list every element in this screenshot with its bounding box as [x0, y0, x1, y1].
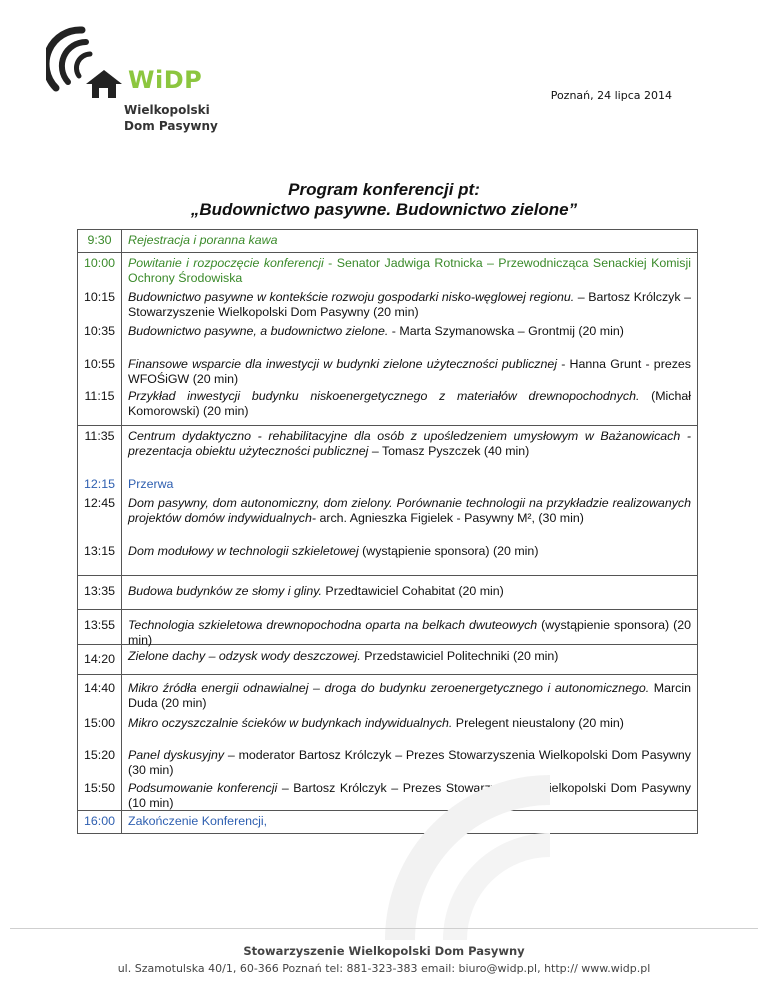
row-time: 11:35 [78, 426, 122, 474]
row-desc: Budowa budynków ze słomy i gliny. Przedtawiciel Cohabitat (20 min) [128, 584, 504, 598]
schedule-row [78, 252, 697, 287]
row-desc: Budownictwo pasywne, a budownictwo zielone. - Marta Szymanowska – Grontmij (20 min) [128, 324, 624, 338]
row-desc: Dom modułowy w technologii szkieletowej (wystąpienie sponsora) (20 min) [128, 544, 539, 558]
row-time: 10:00 [78, 253, 122, 287]
watermark-logo-icon [360, 770, 660, 950]
footer-org: Stowarzyszenie Wielkopolski Dom Pasywny [243, 944, 525, 958]
document-date: Poznań, 24 lipca 2014 [550, 89, 672, 102]
row-time: 13:55 [78, 610, 122, 644]
schedule-row [78, 425, 697, 474]
row-time: 14:40 [78, 675, 122, 713]
row-time: 14:20 [78, 645, 122, 674]
title-line1: Program konferencji pt: [288, 180, 480, 199]
title-line2: „Budownictwo pasywne. Budownictwo zielone” [190, 200, 578, 219]
row-time: 12:15 [78, 474, 122, 493]
footer-divider [10, 928, 758, 929]
logo-subtitle-line2: Dom Pasywny [124, 119, 218, 133]
row-time: 16:00 [78, 811, 122, 833]
schedule-row [78, 230, 697, 252]
row-desc: Technologia szkieletowa drewnopochodna oparta na belkach dwuteowych (wystąpienie sponsora) (20 min) [128, 618, 692, 647]
row-time: 11:15 [78, 386, 122, 425]
schedule-table [77, 229, 698, 834]
row-time: 10:15 [78, 287, 122, 321]
row-desc: Mikro źródła energii odnawialnej – droga do budynku zeroenergetycznego i autonomicznego. Marcin Duda (20 min) [128, 681, 691, 710]
schedule-row [78, 354, 697, 386]
logo-arcs-icon [46, 26, 136, 116]
row-desc: Zielone dachy – odzysk wody deszczowej. Przedstawiciel Politechniki (20 min) [128, 649, 559, 663]
footer-address: ul. Szamotulska 40/1, 60-366 Poznań tel: 881-323-383 email: biuro@widp.pl, http:// www.widp.pl [117, 962, 651, 975]
row-desc: Podsumowanie konferencji – Bartosz Królczyk – Prezes Stowarzyszenia Wielkopolski Dom Pasywny (10 min) [128, 781, 691, 810]
schedule-row [78, 287, 697, 321]
row-desc: Dom pasywny, dom autonomiczny, dom zielony. Porównanie technologii na przykładzie realizowanych projektów domów indywidualnych- arch. Agnieszka Figielek - Pasywny M², (30 min) [128, 496, 691, 525]
row-time: 10:55 [78, 354, 122, 386]
schedule-row [78, 321, 697, 354]
row-time: 13:35 [78, 576, 122, 609]
schedule-row [78, 674, 697, 713]
row-time: 10:35 [78, 321, 122, 354]
schedule-row [78, 474, 697, 493]
row-desc: Mikro oczyszczalnie ścieków w budynkach indywidualnych. Prelegent nieustalony (20 min) [128, 716, 624, 730]
widp-logo [46, 26, 246, 141]
schedule-row [78, 644, 697, 674]
row-desc: Budownictwo pasywne w kontekście rozwoju gospodarki nisko-węglowej regionu. – Bartosz Królczyk – Stowarzyszenie Wielkopolski Dom Pasywny (20 min) [128, 290, 691, 319]
row-desc: Powitanie i rozpoczęcie konferencji - Senator Jadwiga Rotnicka – Przewodnicząca Senackiej Komisji Ochrony Środowiska [128, 256, 691, 285]
row-time: 15:50 [78, 778, 122, 810]
schedule-row [78, 713, 697, 745]
schedule-row [78, 609, 697, 647]
row-desc: Przerwa [128, 477, 174, 491]
row-desc: Przykład inwestycji budynku niskoenergetycznego z materiałów drewnopochodnych. (Michał Komorowski) (20 min) [128, 389, 692, 418]
row-time: 12:45 [78, 493, 122, 541]
logo-subtitle [124, 102, 218, 134]
page-title [0, 180, 768, 220]
schedule-row [78, 493, 697, 541]
row-desc: Panel dyskusyjny – moderator Bartosz Królczyk – Prezes Stowarzyszenia Wielkopolski Dom Pasywny (30 min) [128, 748, 692, 777]
schedule-row [78, 575, 697, 609]
row-desc: Centrum dydaktyczno - rehabilitacyjne dla osób z upośledzeniem umysłowym w Bażanowicach - prezentacja obiektu użyteczności publicznej – Tomasz Pyszczek (40 min) [128, 429, 691, 458]
row-time: 15:20 [78, 745, 122, 778]
row-time: 13:15 [78, 541, 122, 575]
schedule-row [78, 541, 697, 575]
row-desc: Zakończenie Konferencji, [128, 814, 268, 828]
logo-wordmark: WiDP [128, 66, 203, 94]
row-time: 15:00 [78, 713, 122, 745]
row-time: 9:30 [78, 230, 122, 252]
schedule-row [78, 386, 697, 425]
logo-subtitle-line1: Wielkopolski [124, 103, 210, 117]
row-desc: Finansowe wsparcie dla inwestycji w budynki zielone użyteczności publicznej - Hanna Grunt - prezes WFOŚiGW (20 min) [128, 357, 691, 386]
row-desc: Rejestracja i poranna kawa [128, 233, 278, 247]
